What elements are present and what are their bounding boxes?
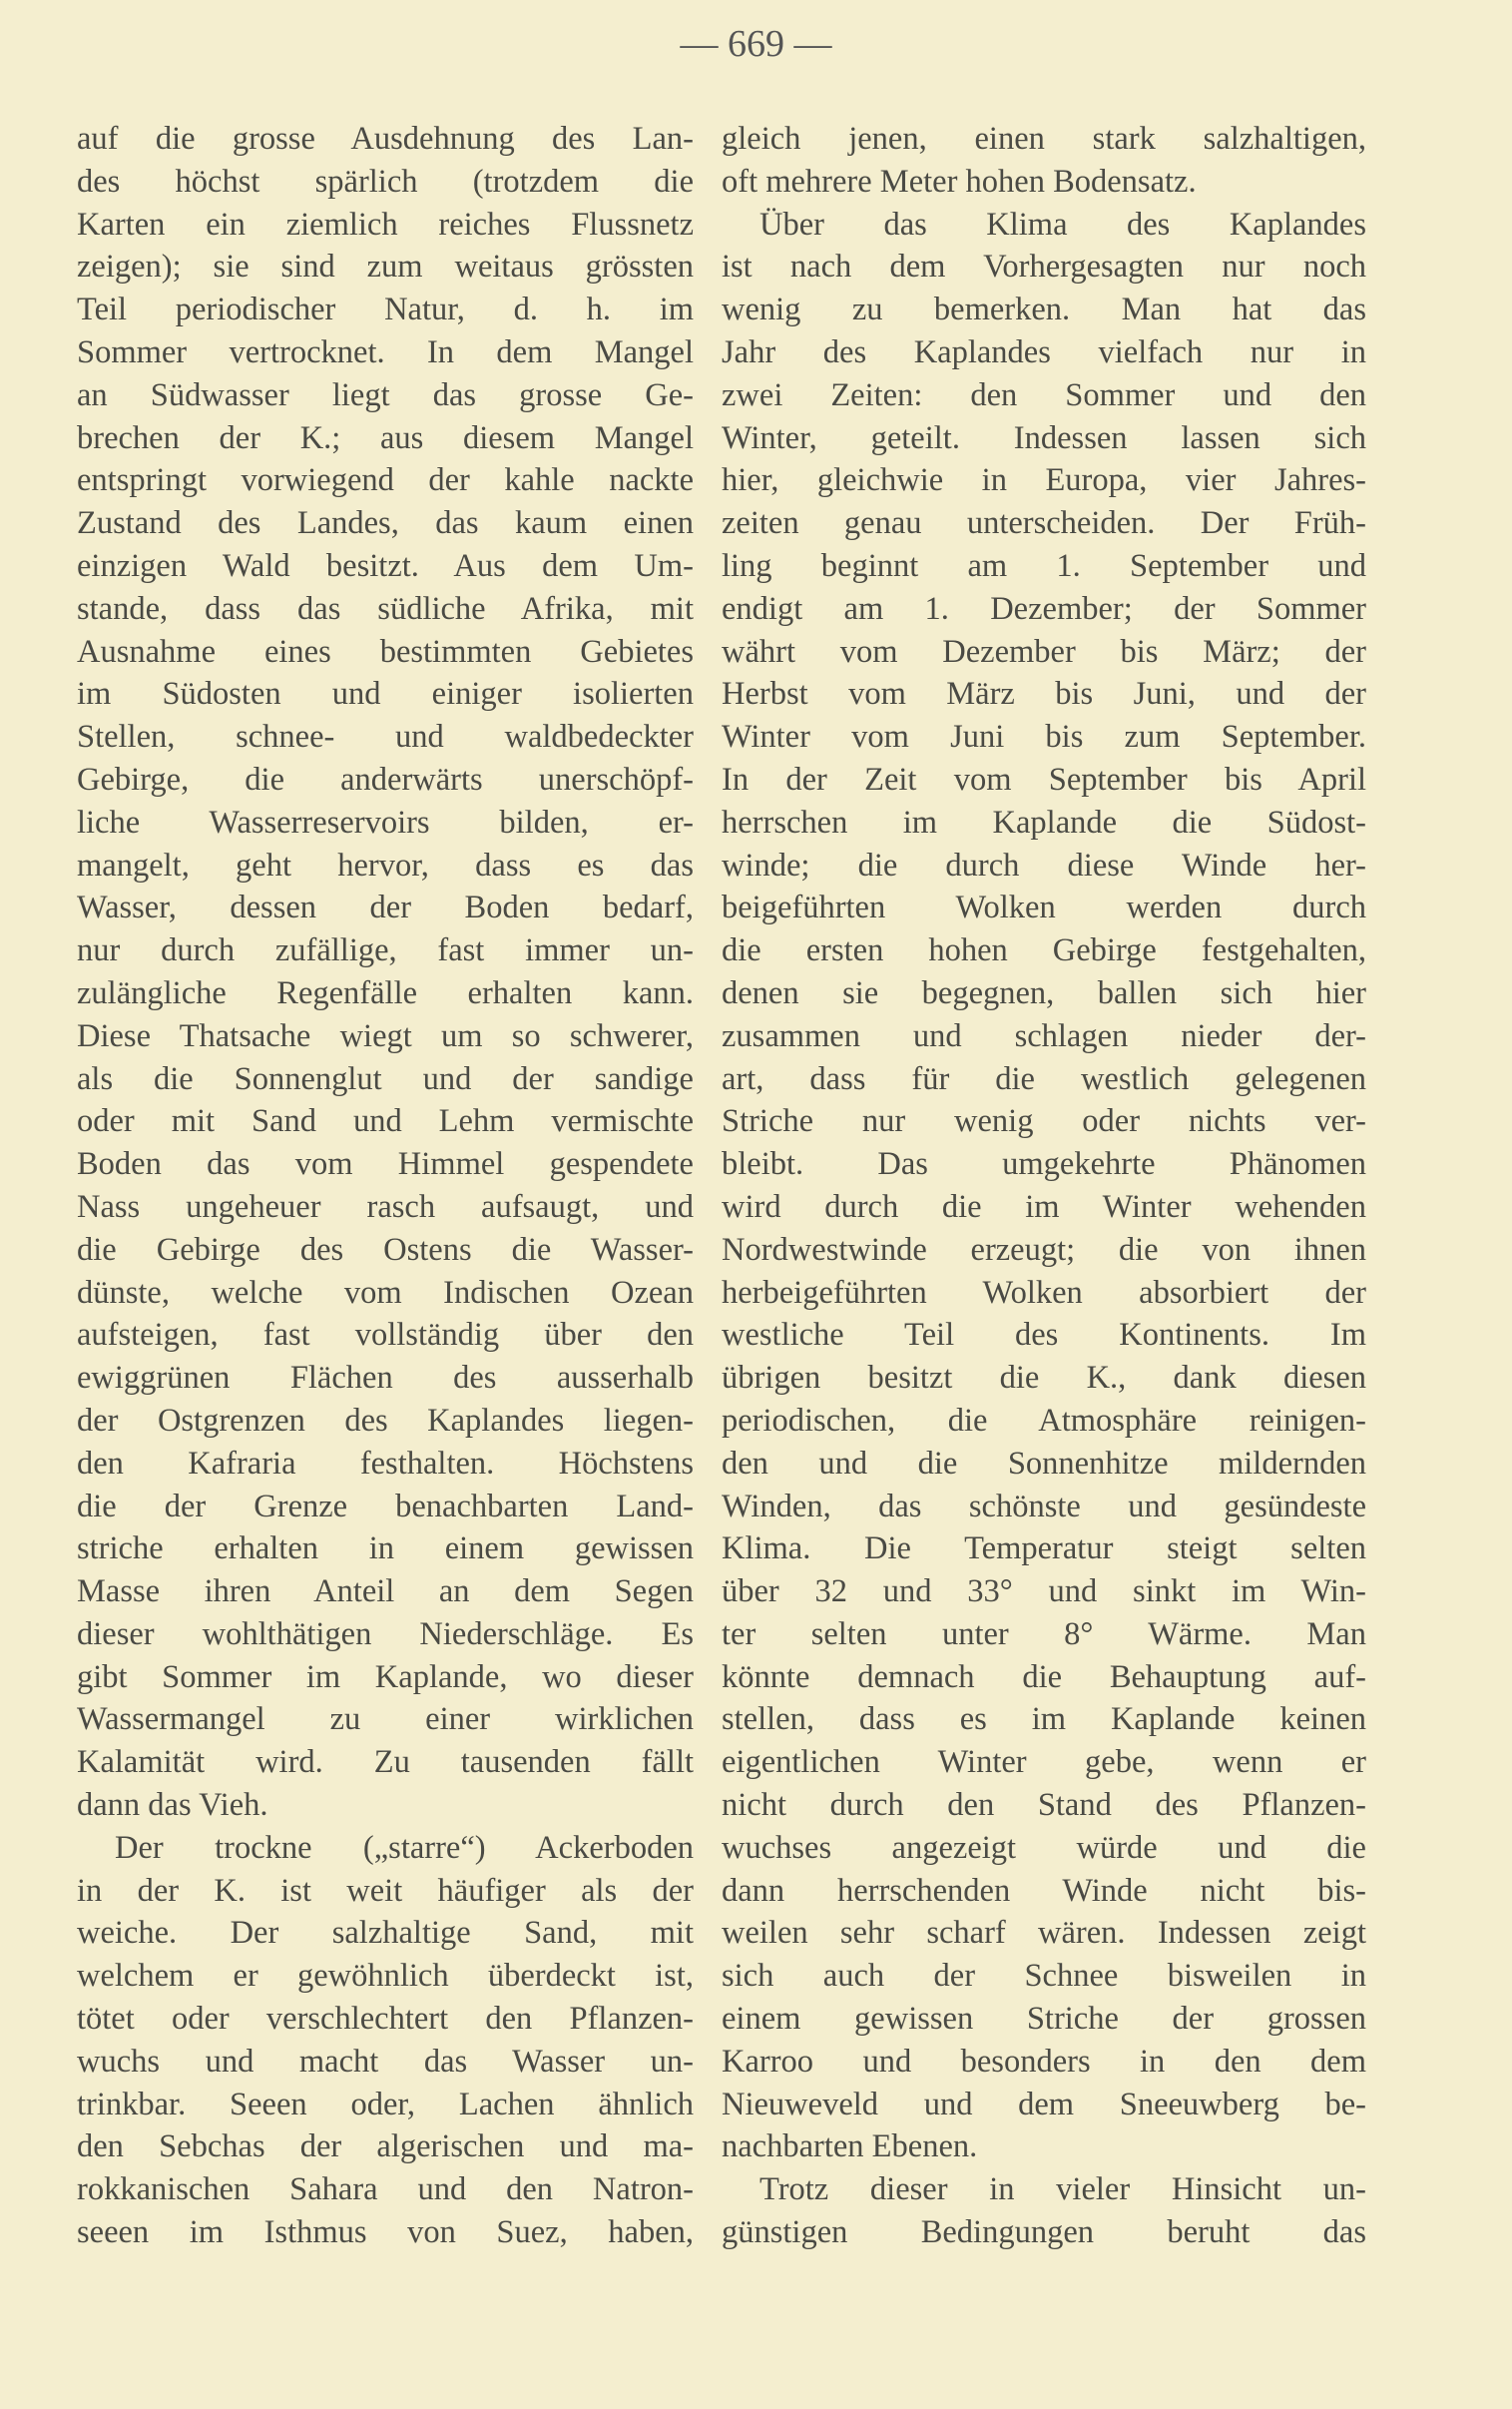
text-line: übrigen besitzt die K., dank diesen [722, 1360, 1366, 1397]
text-line: des höchst spärlich (trotzdem die [77, 163, 694, 200]
text-line: Karroo und besonders in den dem [722, 2043, 1366, 2080]
text-line: könnte demnach die Behauptung auf- [722, 1658, 1366, 1695]
text-line: an Südwasser liegt das grosse Ge- [77, 376, 694, 413]
text-line: mangelt, geht hervor, dass es das [77, 847, 694, 884]
text-line: zwei Zeiten: den Sommer und den [722, 376, 1366, 413]
text-line: dann herrschenden Winde nicht bis- [722, 1872, 1366, 1909]
text-line: Nass ungeheuer rasch aufsaugt, und [77, 1188, 694, 1225]
text-line: ist nach dem Vorhergesagten nur noch [722, 249, 1366, 286]
text-line: zeiten genau unterscheiden. Der Früh- [722, 505, 1366, 542]
text-line: stellen, dass es im Kaplande keinen [722, 1701, 1366, 1738]
text-line: art, dass für die westlich gelegenen [722, 1060, 1366, 1097]
text-line: periodischen, die Atmosphäre reinigen- [722, 1402, 1366, 1439]
text-line: weilen sehr scharf wären. Indessen zeigt [722, 1915, 1366, 1952]
text-line: zeigen); sie sind zum weitaus grössten [77, 249, 694, 286]
text-line: Kalamität wird. Zu tausenden fällt [77, 1744, 694, 1781]
text-line: Zustand des Landes, das kaum einen [77, 505, 694, 542]
text-line: Herbst vom März bis Juni, und der [722, 676, 1366, 713]
text-line: Ausnahme eines bestimmten Gebietes [77, 633, 694, 670]
text-line: aufsteigen, fast vollständig über den [77, 1317, 694, 1354]
text-line: weiche. Der salzhaltige Sand, mit [77, 1915, 694, 1952]
text-line: gleich jenen, einen stark salzhaltigen, [722, 121, 1366, 157]
right-column [722, 118, 1366, 2254]
text-line: als die Sonnenglut und der sandige [77, 1060, 694, 1097]
text-line: über 32 und 33° und sinkt im Win- [722, 1573, 1366, 1610]
text-line: Karten ein ziemlich reiches Flussnetz [77, 206, 694, 243]
text-line: winde; die durch diese Winde her- [722, 847, 1366, 884]
text-line: eigentlichen Winter gebe, wenn er [722, 1744, 1366, 1781]
text-line: günstigen Bedingungen beruht das [722, 2214, 1366, 2251]
text-line: entspringt vorwiegend der kahle nackte [77, 462, 694, 499]
text-line: liche Wasserreservoirs bilden, er- [77, 804, 694, 841]
page-number: — 669 — [680, 23, 832, 65]
text-line: sich auch der Schnee bisweilen in [722, 1958, 1366, 1995]
text-line: wuchses angezeigt würde und die [722, 1829, 1366, 1866]
text-line: wird durch die im Winter wehenden [722, 1188, 1366, 1225]
text-line: Boden das vom Himmel gespendete [77, 1146, 694, 1183]
text-line: welchem er gewöhnlich überdeckt ist, [77, 1958, 694, 1995]
text-line: gibt Sommer im Kaplande, wo dieser [77, 1658, 694, 1695]
text-line: Klima. Die Temperatur steigt selten [722, 1530, 1366, 1567]
text-line: Winter, geteilt. Indessen lassen sich [722, 419, 1366, 456]
text-line: In der Zeit vom September bis April [722, 761, 1366, 798]
text-line: stande, dass das südliche Afrika, mit [77, 590, 694, 627]
text-line: rokkanischen Sahara und den Natron- [77, 2171, 694, 2208]
text-line: Sommer vertrocknet. In dem Mangel [77, 333, 694, 370]
text-line: herbeigeführten Wolken absorbiert der [722, 1274, 1366, 1311]
text-line: währt vom Dezember bis März; der [722, 633, 1366, 670]
text-line: dieser wohlthätigen Niederschläge. Es [77, 1615, 694, 1652]
text-line: Diese Thatsache wiegt um so schwerer, [77, 1017, 694, 1054]
text-line: seeen im Isthmus von Suez, haben, [77, 2214, 694, 2251]
text-line: dann das Vieh. [77, 1787, 268, 1824]
text-line: die der Grenze benachbarten Land- [77, 1488, 694, 1524]
text-line: den und die Sonnenhitze mildernden [722, 1445, 1366, 1482]
text-line: ter selten unter 8° Wärme. Man [722, 1615, 1366, 1652]
text-line: endigt am 1. Dezember; der Sommer [722, 590, 1366, 627]
text-line: Gebirge, die anderwärts unerschöpf- [77, 761, 694, 798]
text-line: Winter vom Juni bis zum September. [722, 719, 1366, 756]
text-line: hier, gleichwie in Europa, vier Jahres- [722, 462, 1366, 499]
text-line: Winden, das schönste und gesündeste [722, 1488, 1366, 1524]
text-line: wenig zu bemerken. Man hat das [722, 292, 1366, 328]
text-line: die Gebirge des Ostens die Wasser- [77, 1231, 694, 1268]
text-line: Der trockne („starre“) Ackerboden [115, 1829, 694, 1866]
text-line: den Sebchas der algerischen und ma- [77, 2128, 694, 2165]
text-line: einem gewissen Striche der grossen [722, 2001, 1366, 2038]
text-line: Über das Klima des Kaplandes [759, 206, 1366, 243]
text-line: Teil periodischer Natur, d. h. im [77, 292, 694, 328]
text-line: den Kafraria festhalten. Höchstens [77, 1445, 694, 1482]
text-line: im Südosten und einiger isolierten [77, 676, 694, 713]
text-line: herrschen im Kaplande die Südost- [722, 804, 1366, 841]
text-line: trinkbar. Seeen oder, Lachen ähnlich [77, 2086, 694, 2122]
text-line: bleibt. Das umgekehrte Phänomen [722, 1146, 1366, 1183]
text-line: Wassermangel zu einer wirklichen [77, 1701, 694, 1738]
text-line: zusammen und schlagen nieder der- [722, 1017, 1366, 1054]
text-line: Striche nur wenig oder nichts ver- [722, 1103, 1366, 1140]
text-line: tötet oder verschlechtert den Pflanzen- [77, 2001, 694, 2038]
text-line: auf die grosse Ausdehnung des Lan- [77, 121, 694, 157]
text-line: beigeführten Wolken werden durch [722, 890, 1366, 926]
text-line: ling beginnt am 1. September und [722, 547, 1366, 584]
text-line: dünste, welche vom Indischen Ozean [77, 1274, 694, 1311]
text-line: nachbarten Ebenen. [722, 2128, 978, 2165]
text-line: striche erhalten in einem gewissen [77, 1530, 694, 1567]
text-line: der Ostgrenzen des Kaplandes liegen- [77, 1402, 694, 1439]
text-line: Masse ihren Anteil an dem Segen [77, 1573, 694, 1610]
text-line: Trotz dieser in vieler Hinsicht un- [759, 2171, 1366, 2208]
text-line: die ersten hohen Gebirge festgehalten, [722, 932, 1366, 969]
text-line: westliche Teil des Kontinents. Im [722, 1317, 1366, 1354]
text-line: oft mehrere Meter hohen Bodensatz. [722, 163, 1197, 200]
text-line: nur durch zufällige, fast immer un- [77, 932, 694, 969]
text-line: zulängliche Regenfälle erhalten kann. [77, 974, 694, 1011]
text-line: wuchs und macht das Wasser un- [77, 2043, 694, 2080]
text-line: Nieuweveld und dem Sneeuwberg be- [722, 2086, 1366, 2122]
text-line: Stellen, schnee- und waldbedeckter [77, 719, 694, 756]
text-line: Jahr des Kaplandes vielfach nur in [722, 333, 1366, 370]
text-line: denen sie begegnen, ballen sich hier [722, 974, 1366, 1011]
text-line: Nordwestwinde erzeugt; die von ihnen [722, 1231, 1366, 1268]
text-line: brechen der K.; aus diesem Mangel [77, 419, 694, 456]
text-line: nicht durch den Stand des Pflanzen- [722, 1787, 1366, 1824]
text-line: in der K. ist weit häufiger als der [77, 1872, 694, 1909]
left-column [77, 118, 694, 2254]
text-line: einzigen Wald besitzt. Aus dem Um- [77, 547, 694, 584]
text-line: oder mit Sand und Lehm vermischte [77, 1103, 694, 1140]
text-line: ewiggrünen Flächen des ausserhalb [77, 1360, 694, 1397]
text-line: Wasser, dessen der Boden bedarf, [77, 890, 694, 926]
